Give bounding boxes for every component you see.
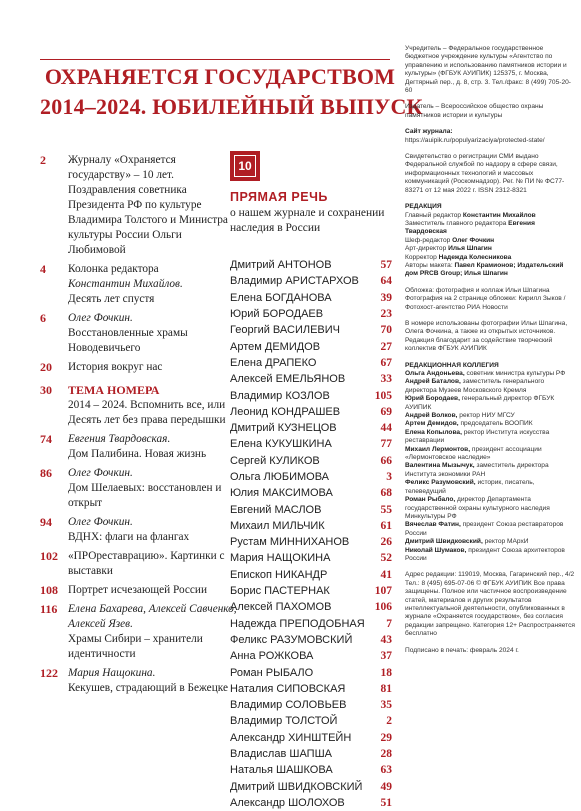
toc-entry-text [68,602,240,662]
contributor-page: 67 [380,356,392,369]
anniversary-logo [230,151,260,181]
toc-line: Дом Палибина. Новая жизнь [68,448,207,460]
contributor-name: Мария НАЩОКИНА [230,552,331,565]
board-member-role: заместитель генерального директора Музеев Московского Кремля [405,378,545,394]
title-rule-top [40,59,390,60]
board-entry [405,395,575,412]
imprint-founder: Учредитель – Федеральное государственное бюджетное учреждение культуры «Агентство по управлению и использованию памятников истории и культуры» (ФГБУК АУИПИК) 125375, г. Москва, Дегтярный пер., д. 8, стр. 3. Тел./факс: 8 (499) 705-20-60 [405,45,571,95]
contributor-page: 105 [374,389,392,402]
imprint-board-heading: РЕДАКЦИОННАЯ КОЛЛЕГИЯ [405,361,499,369]
board-member-role: советник министра культуры РФ [466,370,566,377]
editorial-role: Арт-директор [405,245,447,253]
toc-line: «ПРОреставрацию». Картинки с выставки [68,550,225,577]
board-member-role: ректор МАрхИ [484,538,529,546]
contributor-page: 49 [380,780,392,793]
contributor-row[interactable] [230,534,392,550]
contributor-name: Епископ НИКАНДР [230,568,328,581]
contributor-page: 57 [380,259,392,272]
toc-item[interactable] [40,262,240,307]
contributor-name: Александр ШОЛОХОВ [230,796,345,809]
contributor-row[interactable] [230,501,392,517]
contributor-name: Наталья ШАШКОВА [230,764,333,777]
contributor-page: 106 [374,601,392,614]
toc-line: Дом Шелаевых: восстановлен и открыт [68,482,222,509]
contributor-row[interactable] [230,599,392,615]
toc-author: Мария Нащокина. [68,667,156,679]
contributor-row[interactable] [230,420,392,436]
contributor-name: Юлия МАКСИМОВА [230,487,333,500]
contributor-row[interactable] [230,290,392,306]
toc-entry-text [68,360,240,375]
contributor-name: Елена БОГДАНОВА [230,291,332,304]
contributor-name: Евгений МАСЛОВ [230,503,322,516]
editorial-entry [405,220,575,237]
editorial-entry [405,262,575,279]
contributor-name: Рустам МИННИХАНОВ [230,536,350,549]
contributor-page: 23 [380,308,392,321]
toc-line: Храмы Сибири – хранители идентичности [68,633,203,660]
contributor-row[interactable] [230,485,392,501]
imprint-editorial [405,203,575,279]
toc-item[interactable] [40,153,240,258]
toc-line: ВДНХ: флаги на флангах [68,531,190,543]
contributor-row[interactable] [230,567,392,583]
contributor-row[interactable] [230,697,392,713]
toc-item[interactable] [40,515,240,545]
board-member-role: директор Департамента государственной охраны культурного наследия Минкультуры РФ [405,496,550,520]
contributor-page: 81 [380,682,392,695]
board-entry [405,547,575,564]
board-member-name: Михаил Лермонтов, [405,445,471,453]
contributor-page: 7 [386,617,392,630]
contributor-row[interactable] [230,306,392,322]
toc-author: Елена Бахарева, Алексей Савченко, Алексей Язев. [68,603,237,630]
contributor-row[interactable] [230,746,392,762]
toc-entry-text [68,383,240,428]
imprint-signed: Подписано в печать: февраль 2024 г. [405,646,519,654]
page-title-line-1: ОХРАНЯЕТСЯ ГОСУДАРСТВОМ [44,64,396,89]
contributor-page: 28 [380,748,392,761]
imprint-photos: В номере использованы фотографии Ильи Шпагина, Олега Фочкина, а также из открытых источников. Редакция благодарит за содействие творческий коллектив ФГБУК АУИПИК [405,319,568,353]
toc-entry-text [68,432,240,462]
toc-author: Олег Фочкин. [68,467,133,479]
toc-line: Восстановленные храмы Новодевичьего [68,327,188,354]
contributor-name: Анна РОЖКОВА [230,650,314,663]
toc-author: Олег Фочкин. [68,312,133,324]
contributor-name: Владимир АРИСТАРХОВ [230,275,359,288]
imprint-board-list [405,370,575,563]
contributor-page: 52 [380,552,392,565]
imprint-publisher: Издатель – Всероссийское общество охраны памятников истории и культуры [405,103,544,119]
toc-item[interactable] [40,666,240,696]
toc-entry-text [68,153,240,258]
contributor-page: 43 [380,633,392,646]
contributor-name: Дмитрий КУЗНЕЦОВ [230,422,337,435]
imprint-column [405,45,575,663]
contributor-page: 77 [380,438,392,451]
toc-line: Журналу «Охраняется государству» – 10 лет. [68,154,176,181]
board-entry [405,429,575,446]
board-member-role: председатель ВООПИК [460,420,533,428]
contributor-name: Алексей ЕМЕЛЬЯНОВ [230,373,346,386]
contributor-name: Дмитрий АНТОНОВ [230,259,332,272]
contributor-name: Юрий БОРОДАЕВ [230,308,324,321]
contributor-page: 64 [380,275,392,288]
toc-page-number: 116 [40,602,58,616]
editorial-entry [405,245,575,253]
contributor-row[interactable] [230,257,392,273]
board-entry [405,378,575,395]
imprint-site [405,128,575,145]
board-member-name: Юрий Бородаев, [405,395,460,403]
toc-page-number: 94 [40,515,52,529]
toc-page-number: 102 [40,549,58,563]
contributor-row[interactable] [230,273,392,289]
editorial-name: Олег Фочкин [452,236,495,244]
board-entry [405,412,575,420]
contributor-name: Артем ДЕМИДОВ [230,340,321,353]
contributor-row[interactable] [230,355,392,371]
contributor-page: 70 [380,324,392,337]
contributor-row[interactable] [230,681,392,697]
toc-item[interactable] [40,466,240,511]
page-title [40,62,423,122]
board-entry [405,446,575,463]
editorial-role: Заместитель главного редактора [405,219,507,227]
contributor-row[interactable] [230,616,392,632]
contributor-row[interactable] [230,371,392,387]
contributor-name: Сергей КУЛИКОВ [230,454,320,467]
contributor-row[interactable] [230,387,392,403]
contributor-row[interactable] [230,632,392,648]
toc-entry-text [68,311,240,356]
toc-section-title: ТЕМА НОМЕРА [68,383,160,397]
editorial-name: Евгения Твардовская [405,219,535,236]
board-entry [405,462,575,479]
contributor-page: 29 [380,731,392,744]
editorial-role: Главный редактор [405,211,462,219]
imprint-board [405,362,575,564]
contributor-row[interactable] [230,779,392,795]
editorial-role: Авторы макета: [405,261,453,269]
contributor-name: Елена КУКУШКИНА [230,438,332,451]
contributor-page: 3 [386,471,392,483]
board-member-name: Роман Рыбало, [405,496,456,504]
board-member-name: Вячеслав Фатин, [405,521,461,529]
contributor-row[interactable] [230,648,392,664]
contributor-page: 69 [380,405,392,418]
board-member-name: Феликс Разумовский, [405,479,476,487]
contributor-page: 2 [386,715,392,728]
contributor-name: Наталия СИПОВСКАЯ [230,682,346,695]
toc-page-number: 74 [40,432,52,446]
contributor-page: 44 [380,422,392,435]
contributor-page: 61 [380,519,392,532]
editorial-role: Шеф-редактор [405,236,451,244]
toc-item[interactable] [40,311,240,356]
contributor-page: 27 [380,340,392,353]
contributor-row[interactable] [230,469,392,485]
contributor-page: 55 [380,503,392,516]
contributor-page: 107 [374,585,392,598]
toc-item[interactable] [40,583,240,598]
toc-entry-text [68,666,240,696]
contributor-row[interactable] [230,518,392,534]
imprint-address: Адрес редакции: 119019, Москва, Гагаринский пер., 4/2 Тел.: 8 (495) 695-07-06 © ФГБУК АУИПИК Все права защищены. Полное или частичное воспроизведение статей, материалов и других результатов интеллектуальной деятельности, опубликованных в журнале «Охраняется государством», без согласия редакции запрещено. Категория 12+ Распространяется бесплатно [405,571,575,638]
editorial-name: Илья Шпагин [448,245,492,253]
board-entry [405,521,575,538]
board-member-name: Андрей Волков, [405,412,458,420]
toc-item[interactable] [40,360,240,375]
contributor-row[interactable] [230,664,392,680]
board-member-role: историк, писатель, телеведущий [405,479,535,495]
contributor-name: Михаил МИЛЬЧИК [230,519,325,532]
board-member-role: президент ассоциации «Лермонтовское наследие» [405,445,542,462]
editorial-entry [405,237,575,245]
contributor-page: 41 [380,568,392,581]
contributor-row[interactable] [230,550,392,566]
direct-speech-subtitle: о нашем журнале и сохранении наследия в России [230,207,385,234]
contributor-row[interactable] [230,762,392,778]
contributor-name: Владимир ТОЛСТОЙ [230,715,338,728]
editorial-entry [405,212,575,220]
contributor-name: Александр ХИНШТЕЙН [230,731,352,744]
toc-item[interactable] [40,602,240,662]
toc-page-number: 108 [40,583,58,597]
toc-entry-text [68,262,240,307]
toc-line: Поздравления советника Президента РФ по культуре Владимира Толстого и Министра культуры России Ольги Любимовой [68,184,228,256]
toc-author: Евгения Твардовская. [68,433,171,445]
contributor-row[interactable] [230,583,392,599]
board-member-name: Валентина Мызычук, [405,462,475,470]
contributor-page: 26 [380,536,392,549]
contributor-row[interactable] [230,404,392,420]
board-entry [405,420,575,428]
contributor-row[interactable] [230,795,392,811]
toc-page-number: 122 [40,666,58,680]
toc-page-number: 86 [40,466,52,480]
imprint-site-label: Сайт журнала: [405,128,453,136]
imprint-editorial-list [405,212,575,279]
contributor-page: 63 [380,764,392,777]
editorial-name: Павел Крамионов; Издательский дом PRCB Group; Илья Шпагин [405,261,564,278]
contributor-row[interactable] [230,436,392,452]
contributor-name: Борис ПАСТЕРНАК [230,585,330,598]
logo-number: 10 [234,155,256,177]
toc-entry-text [68,583,240,598]
toc-item[interactable] [40,432,240,462]
contributor-row[interactable] [230,453,392,469]
contributor-name: Владимир КОЗЛОВ [230,389,330,402]
board-member-name: Николай Шумаков, [405,546,467,554]
contributor-page: 66 [380,454,392,467]
contributor-name: Роман РЫБАЛО [230,666,314,679]
toc-entry-text [68,515,240,545]
toc-line: Десять лет спустя [68,293,155,305]
toc-line: Кекушев, страдающий в Бежецке [68,682,228,694]
contributor-page: 39 [380,291,392,304]
toc-page-number: 20 [40,360,52,374]
contributor-page: 33 [380,373,392,386]
editorial-role: Корректор [405,253,437,261]
board-member-name: Ольга Андоньева, [405,370,465,377]
board-member-role: президент Союза реставраторов России [405,521,564,537]
toc-item[interactable] [40,383,240,428]
toc-page-number: 30 [40,383,52,397]
contributor-name: Владислав ШАПША [230,748,332,761]
contributor-name: Дмитрий ШВИДКОВСКИЙ [230,780,363,793]
contributor-row[interactable] [230,730,392,746]
contributor-page: 51 [380,796,392,809]
contributors-list [230,257,392,811]
imprint-cover: Обложка: фотография и коллаж Ильи Шпагина Фотография на 2 странице обложки: Кирилл Зыков / Фотохост-агентство РИА Новости [405,286,566,311]
editorial-name: Константин Михайлов [462,211,536,219]
board-member-role: президент Союза архитекторов России [405,546,565,562]
contributor-name: Ольга ЛЮБИМОВА [230,471,330,483]
toc-line: Колонка редактора [68,263,159,275]
contributor-page: 37 [380,650,392,663]
toc-entry-text [68,466,240,511]
contributor-name: Алексей ПАХОМОВ [230,601,332,614]
direct-speech-title: ПРЯМАЯ РЕЧЬ [230,190,328,204]
board-entry [405,479,575,496]
toc-page-number: 4 [40,262,46,276]
board-member-name: Андрей Баталов, [405,378,461,386]
toc-line: 2014 – 2024. Вспомнить все, или Десять лет без права передышки [68,399,226,426]
imprint-editorial-heading: РЕДАКЦИЯ [405,203,442,211]
imprint-site-url[interactable]: https://auipik.ru/populyarizaciya/protected-state/ [405,136,545,144]
board-member-name: Елена Копылова, [405,428,462,436]
toc-line: Портрет исчезающей России [68,584,208,596]
toc-author: Олег Фочкин. [68,516,133,528]
table-of-contents [40,153,240,700]
contributor-page: 35 [380,699,392,712]
editorial-name: Надежда Колесникова [438,253,512,261]
board-member-role: ректор НИУ МГСУ [459,412,515,420]
toc-line: История вокруг нас [68,361,163,373]
contributor-name: Леонид КОНДРАШЕВ [230,405,341,418]
contributor-name: Феликс РАЗУМОВСКИЙ [230,633,353,646]
toc-entry-text [68,549,240,579]
toc-item[interactable] [40,549,240,579]
contributor-row[interactable] [230,322,392,338]
board-member-name: Артем Демидов, [405,420,459,428]
board-entry [405,496,575,521]
toc-author: Константин Михайлов. [68,278,183,290]
board-member-name: Дмитрий Швидковский, [405,538,483,546]
contributor-page: 68 [380,487,392,500]
contributor-row[interactable] [230,338,392,354]
contributor-name: Владимир СОЛОВЬЕВ [230,699,347,712]
board-entry [405,538,575,546]
toc-page-number: 2 [40,153,46,167]
board-member-role: заместитель директора Института экономики РАН [405,462,549,478]
contributor-row[interactable] [230,713,392,729]
contributor-name: Георгий ВАСИЛЕВИЧ [230,324,340,337]
contributor-page: 18 [380,666,392,679]
toc-page-number: 6 [40,311,46,325]
editorial-entry [405,254,575,262]
contributor-name: Елена ДРАПЕКО [230,356,317,369]
board-member-role: ректор Института искусства реставрации [405,428,550,445]
imprint-registration: Свидетельство о регистрации СМИ выдано Федеральной службой по надзору в сфере связи, информационных технологий и массовых коммуникаций (Роскомнадзор). Рег. № ПИ № ФС77-83271 от 12 мая 2022 г. ISSN 2312-8321 [405,153,565,194]
contributor-name: Надежда ПРЕПОДОБНАЯ [230,617,365,630]
page-title-line-2: 2014–2024. ЮБИЛЕЙНЫЙ ВЫПУСК [40,94,423,119]
board-member-role: генеральный директор ФГБУК АУИПИК [405,395,555,411]
